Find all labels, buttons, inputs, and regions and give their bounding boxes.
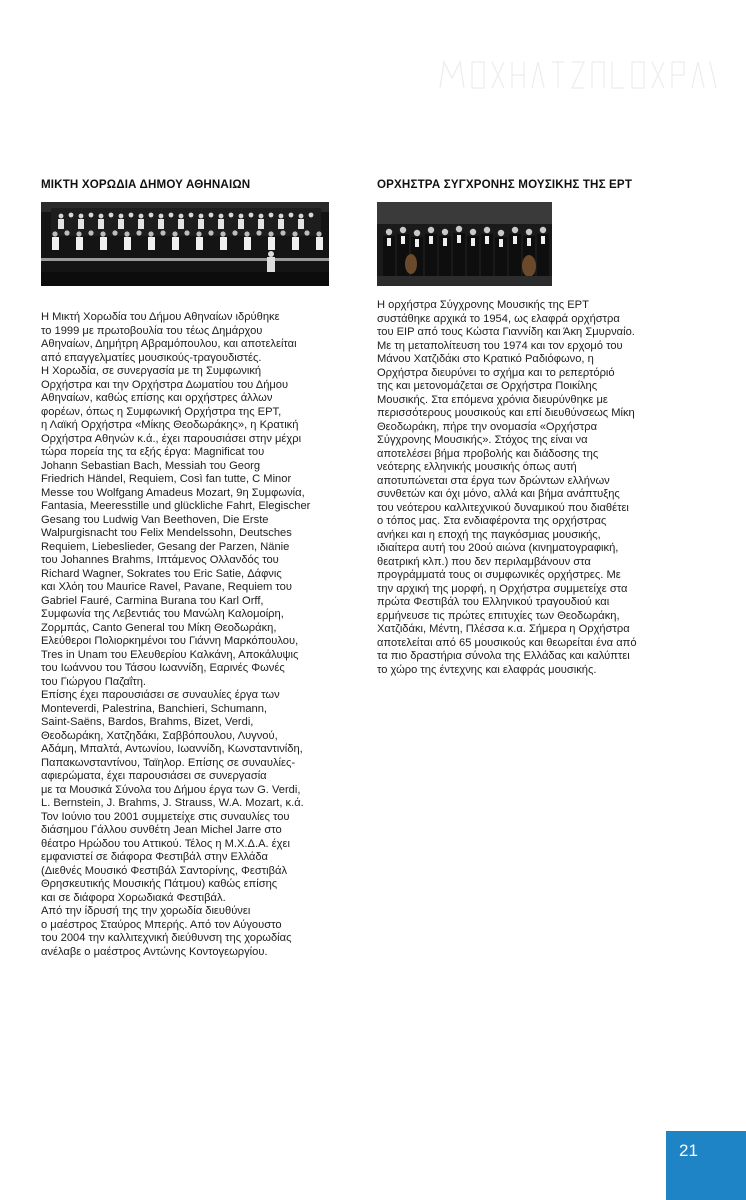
text-line: αποτυπώνεται στα έργα των δρώντων ελλήνων xyxy=(377,474,610,487)
text-line: φορέων, όπως η Συμφωνική Ορχήστρα της ΕΡΤ, xyxy=(41,405,282,418)
text-line: Αθηναίων, καθώς επίσης και ορχήστρες άλλων xyxy=(41,392,273,404)
choir-section-title: ΜΙΚΤΗ ΧΟΡΩΔΙΑ ΔΗΜΟΥ ΑΘΗΝΑΙΩΝ xyxy=(41,178,251,191)
choir-photo-image xyxy=(41,202,329,286)
text-line: του Johannes Brahms, Ιπτάμενος Ολλανδός του xyxy=(41,554,279,566)
choir-photo xyxy=(41,202,329,286)
text-line: από επαγγελματίες μουσικούς-τραγουδιστές. xyxy=(41,351,262,364)
text-line: Με τη μεταπολίτευση του 1974 και τον ερχομό του xyxy=(377,339,623,352)
text-line: L. Bernstein, J. Brahms, J. Strauss, W.A. Mozart, κ.ά. xyxy=(41,797,304,809)
text-line: εμφανιστεί σε διάφορα Φεστιβάλ στην Ελλάδα xyxy=(41,851,269,863)
text-line: της και μετονομάζεται σε Ορχήστρα Ποικίλης xyxy=(377,380,598,392)
text-line: αποτελέσει βήμα προβολής και διάδοσης της xyxy=(377,447,599,460)
text-line: Χατζιδάκι, Μέντη, Πλέσσα κ.α. Σήμερα η Ορχήστρα xyxy=(377,623,630,635)
text-line: Η Μικτή Χορωδία του Δήμου Αθηναίων ιδρύθηκε xyxy=(41,311,280,323)
text-line: την αρχική της μορφή, η Ορχήστρα συμμετείχε στα xyxy=(377,582,628,595)
text-line: περισσότερους μουσικούς και επί διευθύνσεως Μίκη xyxy=(377,407,635,419)
text-line: Ορχήστρα και την Ορχήστρα Δωματίου του Δήμου xyxy=(41,378,289,391)
text-line: (Διεθνές Μουσικό Φεστιβάλ Σαντορίνης, Φεστιβάλ xyxy=(41,864,288,877)
text-line: Θρησκευτικής Μουσικής Πάτμου) καθώς επίσης xyxy=(41,878,278,890)
text-line: ο μαέστρος Σταύρος Μπερής. Από τον Αύγουστο xyxy=(41,918,282,931)
orchestra-photo-image xyxy=(377,202,552,286)
text-line: η Λαϊκή Ορχήστρα «Μίκης Θεοδωράκης», η Κρατική xyxy=(41,419,299,431)
text-line: Monteverdi, Palestrina, Banchieri, Schumann, xyxy=(41,702,268,715)
text-line: το χώρο της έντεχνης και ελαφράς μουσικής. xyxy=(377,663,597,676)
text-line: ιδιαίτερα αυτή του 20ού αιώνα (κινηματογραφική, xyxy=(377,542,619,554)
text-line: Johann Sebastian Bach, Messiah του Georg xyxy=(41,459,261,472)
text-line: Σύγχρονης Μουσικής». Στόχος της είναι να xyxy=(377,434,588,446)
text-line: Ορχήστρα Αθηνών κ.ά., έχει παρουσιάσει στην μέχρι xyxy=(41,432,302,445)
faded-header-decoration xyxy=(438,48,718,98)
text-line: Συμφωνία της Λεβεντιάς του Μανώλη Καλομοίρη, xyxy=(41,608,284,620)
text-line: Tres in Unam του Ελευθερίου Καλκάνη, Αποκάλυψις xyxy=(41,648,299,661)
text-line: Richard Wagner, Sokrates του Eric Satie, Δάφνις xyxy=(41,567,282,580)
text-line: νεότερης ελληνικής μουσικής όπως αυτή xyxy=(377,461,577,473)
text-line: Θεοδωράκη, Χατζηδάκι, Σαββόπουλου, Λυγνού, xyxy=(41,729,278,742)
text-line: και σε διάφορα Χορωδιακά Φεστιβάλ. xyxy=(41,891,226,904)
text-line: προγράμματά τους οι συμφωνικές ορχήστρες. Με xyxy=(377,569,621,581)
orchestra-body-text xyxy=(377,299,677,677)
text-line: τώρα πορεία της τα εξής έργα: Magnificat του xyxy=(41,446,265,458)
text-line: Ζορμπάς, Canto General του Μίκη Θεοδωράκη, xyxy=(41,621,277,634)
text-line: Saint-Saëns, Bardos, Brahms, Bizet, Verdi, xyxy=(41,716,254,728)
text-line: Ορχήστρα διευρύνει το σχήμα και το ρεπερτόριό xyxy=(377,366,615,379)
page-number-box xyxy=(666,1131,746,1200)
choir-section xyxy=(41,178,329,959)
text-line: Ελεύθεροι Πολιορκημένοι του Γιάννη Μαρκόπουλου, xyxy=(41,635,299,647)
text-line: Η ορχήστρα Σύγχρονης Μουσικής της ΕΡΤ xyxy=(377,299,589,311)
text-line: Gesang του Ludwig Van Beethoven, Die Erste xyxy=(41,513,269,526)
orchestra-photo xyxy=(377,202,552,286)
text-line: Τον Ιούνιο του 2001 συμμετείχε στις συναυλίες του xyxy=(41,810,290,823)
text-line: θέατρο Ηρώδου του Αττικού. Τέλος η Μ.Χ.Δ.Α. έχει xyxy=(41,837,290,850)
text-line: Η Χορωδία, σε συνεργασία με τη Συμφωνική xyxy=(41,365,262,377)
text-line: Μάνου Χατζιδάκι στο Κρατικό Ραδιόφωνο, η xyxy=(377,353,594,365)
text-line: τα πιο δραστήρια σύνολα της Ελλάδας και καλύπτει xyxy=(377,650,630,662)
text-line: Αδάμη, Μπαλτά, Αντωνίου, Ιωαννίδη, Κωνσταντινίδη, xyxy=(41,743,303,755)
text-line: Μουσικής. Στα επόμενα χρόνια διευρύνθηκε με xyxy=(377,393,608,406)
text-line: του 2004 την καλλιτεχνική διεύθυνση της χορωδίας xyxy=(41,932,292,944)
text-line: Messe του Wolfgang Amadeus Mozart, 9η Συμφωνία, xyxy=(41,486,305,499)
text-line: Παπακωνσταντίνου, Ταϊηλορ. Επίσης σε συναυλίες- xyxy=(41,756,296,769)
orchestra-section xyxy=(377,178,677,677)
text-line: ερμήνευσε τις πρώτες επιτυχίες των Θεοδωράκη, xyxy=(377,609,620,622)
text-line: συνθετών και όχι μόνο, αλλά και βήμα ανάπτυξης xyxy=(377,488,620,500)
text-line: του Γιώργου Παζαΐτη. xyxy=(41,675,147,688)
text-line: Από την ίδρυσή της την χορωδία διευθύνει xyxy=(41,905,251,917)
text-line: του ΕΙΡ από τους Κώστα Γιαννίδη και Άκη Σμυρναίο. xyxy=(377,326,635,338)
text-line: Θεοδωράκη, πήρε την ονομασία «Ορχήστρα xyxy=(377,420,598,433)
text-line: αφιερώματα, έχει παρουσιάσει σε συνεργασία xyxy=(41,770,267,782)
text-line: ο τόπος μας. Στα ενδιαφέροντα της ορχήστρας xyxy=(377,515,607,527)
text-line: Requiem, Liebeslieder, Gesang der Parzen, Nänie xyxy=(41,540,290,553)
text-line: Gabriel Fauré, Carmina Burana του Karl Orff, xyxy=(41,594,264,607)
text-line: θεατρική κλπ.) που δεν περιλαμβάνουν στα xyxy=(377,555,591,568)
text-line: και Χλόη του Maurice Ravel, Pavane, Requiem του xyxy=(41,581,292,593)
text-line: Walpurgisnacht του Felix Mendelssohn, Deutsches xyxy=(41,527,292,539)
text-line: του νεότερου καλλιτεχνικού δυναμικού που διαθέτει xyxy=(377,501,629,514)
text-line: ανέλαβε ο μαέστρος Αντώνης Κοντογεωργίου. xyxy=(41,945,268,958)
text-line: Fantasia, Meeresstille und glückliche Fahrt, Elegischer xyxy=(41,500,311,512)
text-line: Αθηναίων, Δημήτρη Αβραμόπουλου, και αποτελείται xyxy=(41,338,297,350)
orchestra-section-title: ΟΡΧΗΣΤΡΑ ΣΥΓΧΡΟΝΗΣ ΜΟΥΣΙΚΗΣ ΤΗΣ ΕΡΤ xyxy=(377,178,633,191)
text-line: ανήκει και η εποχή της παγκόσμιας μουσικής, xyxy=(377,528,601,541)
text-line: διάσημου Γάλλου συνθέτη Jean Michel Jarre στο xyxy=(41,824,282,836)
text-line: συστάθηκε αρχικά το 1954, ως ελαφρά ορχήστρα xyxy=(377,312,620,325)
choir-body-text xyxy=(41,311,329,959)
text-line: το 1999 με πρωτοβουλία του τέως Δημάρχου xyxy=(41,324,263,337)
text-line: αποτελείται από 65 μουσικούς και θεωρείται ένα από xyxy=(377,636,637,649)
text-line: πρώτα Φεστιβάλ του Ελληνικού τραγουδιού και xyxy=(377,596,610,608)
text-line: Επίσης έχει παρουσιάσει σε συναυλίες έργα των xyxy=(41,689,280,701)
text-line: του Ιωάννου του Τάσου Ιωαννίδη, Εαρινές Φωνές xyxy=(41,662,285,674)
page-number: 21 xyxy=(679,1141,698,1160)
text-line: με τα Μουσικά Σύνολα του Δήμου έργα των G. Verdi, xyxy=(41,783,301,796)
text-line: Friedrich Händel, Requiem, Così fan tutte, C Minor xyxy=(41,473,292,485)
